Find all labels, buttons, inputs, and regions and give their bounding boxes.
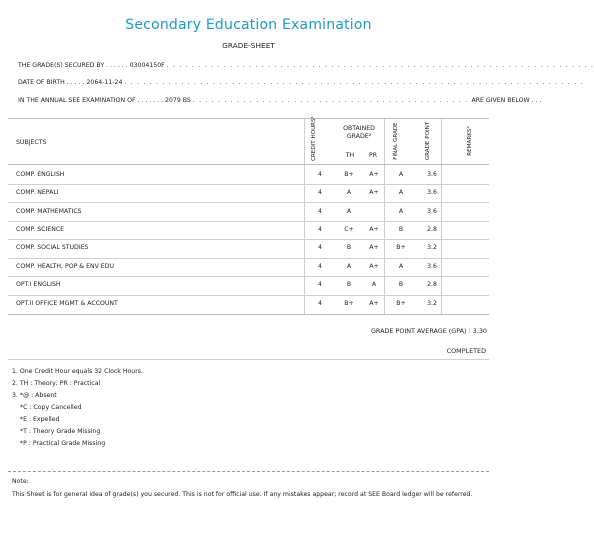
table-row [8, 295, 489, 314]
theory-grade: B+ [344, 171, 354, 178]
final-grade: A [398, 263, 404, 270]
grade-point: 3.6 [427, 263, 437, 270]
note-text: This Sheet is for general idea of grade(s) you secured. This is not for official use. If any mistakes appear; record at SEE Board ledger will be referred. [12, 491, 473, 498]
table-top-border [8, 118, 489, 119]
practical-grade [364, 203, 384, 221]
practical-grade: A+ [369, 189, 379, 196]
table-bottom-border [8, 314, 489, 315]
credit-hours: 4 [318, 300, 322, 307]
credit-hours: 4 [318, 171, 322, 178]
footnote-item: *C : Copy Cancelled [20, 404, 82, 411]
theory-grade: C+ [344, 226, 354, 233]
table-row [8, 166, 489, 185]
theory-grade: A [346, 263, 352, 270]
grade-point: 2.8 [427, 226, 437, 233]
credit-hours: 4 [318, 189, 322, 196]
grade-point: 2.8 [427, 281, 437, 288]
dob-label: DATE OF BIRTH . . . . . [18, 79, 85, 86]
final-grade: A [398, 189, 404, 196]
th-header: TH [345, 152, 355, 159]
theory-grade: B [346, 244, 352, 251]
credit-hours: 4 [318, 281, 322, 288]
credit-hours: 4 [318, 263, 322, 270]
table-row [8, 221, 489, 240]
dashed-divider [8, 471, 489, 472]
dob-line [18, 79, 584, 86]
footnote-item: 1. One Credit Hour equals 32 Clock Hours. [12, 368, 143, 375]
remarks-header: REMARKS³ [467, 126, 473, 156]
subject-name: COMP. HEALTH, POP & ENV EDU [16, 263, 115, 270]
theory-grade: B [346, 281, 352, 288]
exam-label: IN THE ANNUAL SEE EXAMINATION OF . . . . . . . [18, 97, 164, 104]
theory-grade: B+ [344, 300, 354, 307]
final-grade: A [398, 171, 404, 178]
grade-point: 3.6 [427, 208, 437, 215]
grade-point: 3.2 [427, 300, 437, 307]
theory-grade: A [346, 189, 352, 196]
practical-grade: A+ [369, 263, 379, 270]
exam-year: 2079 BS [165, 97, 191, 104]
header-bottom-border [8, 164, 489, 165]
practical-grade: A+ [369, 171, 379, 178]
obtained-grade-header: OBTAINED GRADE² [343, 125, 375, 140]
symbol-number: 03004150F [129, 62, 165, 69]
given-below-text: ARE GIVEN BELOW . . . [471, 97, 542, 104]
footnote-item: 3. *@ : Absent [12, 392, 57, 399]
final-grade: B [398, 226, 404, 233]
grade-point: 3.6 [427, 171, 437, 178]
final-grade-header: FINAL GRADE [393, 122, 399, 160]
credit-hours: 4 [318, 208, 322, 215]
footnote-item: *T : Theory Grade Missing [20, 428, 101, 435]
page-subtitle: GRADE-SHEET [222, 41, 275, 50]
page-title: Secondary Education Examination [125, 17, 372, 33]
dotted-leader: . . . . . . . . . . . . . . . . . . . . . . . . . . . . . . . . . . . . . . . . . . . . . . . . . . . . . . . . . . . . . . . . . . . . [166, 62, 594, 69]
table-row [8, 239, 489, 258]
footnote-item: 2. TH : Theory, PR : Practical [12, 380, 101, 387]
table-row [8, 258, 489, 277]
practical-grade: A [371, 281, 377, 288]
subjects-header: SUBJECTS [16, 139, 47, 146]
footnote-item: *P : Practical Grade Missing [20, 440, 106, 447]
dotted-leader: . . . . . . . . . . . . . . . . . . . . . . . . . . . . . . . . . . . . . . . . . . . . [192, 97, 472, 104]
credit-hours: 4 [318, 226, 322, 233]
practical-grade: A+ [369, 244, 379, 251]
secured-by-line [18, 62, 594, 69]
dotted-leader: . . . . . . . . . . . . . . . . . . . . . . . . . . . . . . . . . . . . . . . . . . . . . . . . . . . . . . . . . . . . . . . . . . . . . . . . . [124, 79, 584, 86]
note-label: Note: [12, 478, 29, 485]
status-completed: COMPLETED [446, 347, 486, 355]
subject-name: COMP. ENGLISH [16, 171, 65, 178]
pr-header: PR [368, 152, 378, 159]
final-grade: B+ [396, 244, 406, 251]
practical-grade: A+ [369, 226, 379, 233]
credit-hours: 4 [318, 244, 322, 251]
theory-grade: A [346, 208, 352, 215]
summary-divider [8, 359, 489, 360]
practical-grade: A+ [369, 300, 379, 307]
final-grade: B+ [396, 300, 406, 307]
table-row [8, 203, 489, 222]
final-grade: B [398, 281, 404, 288]
subject-name: COMP. SCIENCE [16, 226, 65, 233]
exam-line [18, 97, 541, 104]
subject-name: OPT.I ENGLISH [16, 281, 61, 288]
secured-by-label: THE GRADE(S) SECURED BY . . . . . . [18, 62, 128, 69]
footnote-item: *E : Expelled [20, 416, 60, 423]
credit-hours-header: CREDIT HOURS¹ [311, 116, 317, 161]
subject-name: COMP. NEPALI [16, 189, 59, 196]
grade-point: 3.6 [427, 189, 437, 196]
subject-name: OPT.II OFFICE MGMT & ACCOUNT [16, 300, 118, 307]
final-grade: A [398, 208, 404, 215]
footnotes [12, 366, 143, 450]
grade-point-header: GRADE POINT [425, 121, 431, 161]
subject-name: COMP. SOCIAL STUDIES [16, 244, 89, 251]
date-of-birth: 2064-11-24 [86, 79, 123, 86]
table-row [8, 276, 489, 295]
grade-point: 3.2 [427, 244, 437, 251]
subject-name: COMP. MATHEMATICS [16, 208, 82, 215]
gpa-summary: GRADE POINT AVERAGE (GPA) : 3.30 [370, 327, 487, 335]
table-row [8, 184, 489, 203]
